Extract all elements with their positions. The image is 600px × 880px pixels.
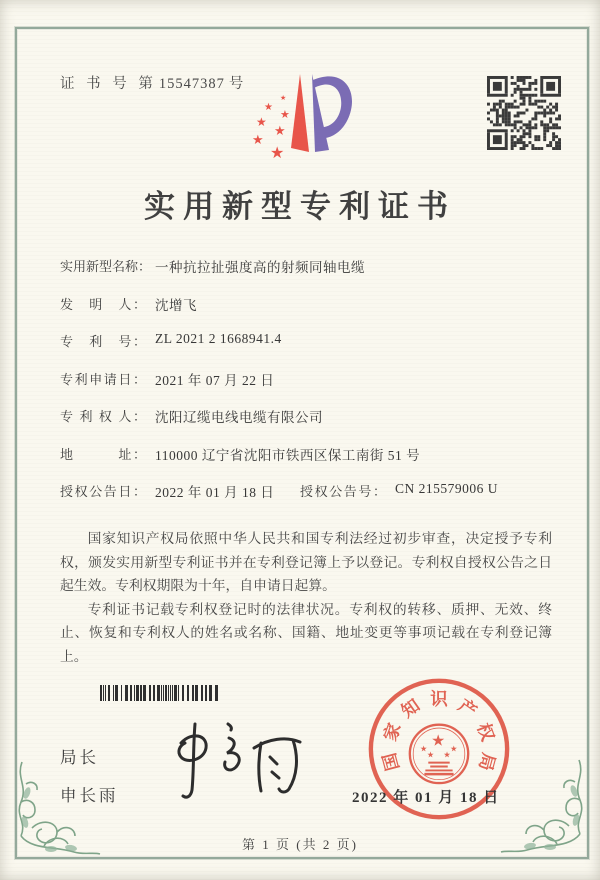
field-label: 专 利 权 人： [60,409,146,424]
certificate-title: 实用新型专利证书 [144,189,456,224]
legal-paragraph-2: 专利证书记载专利权登记时的法律状况。专利权的转移、质押、无效、终止、恢复和专利权人的姓名或名称、国籍、地址变更等事项记载在专利登记簿上。 [60,601,552,664]
cnipa-logo-icon [250,70,356,168]
field-value: 一种抗拉扯强度高的射频同轴电缆 [155,260,365,275]
field-value: 沈阳辽缆电线电缆有限公司 [155,410,323,425]
field-value: 2022 年 01 月 18 日 [155,485,275,500]
field-application-date [60,369,552,393]
certificate-number [60,72,243,93]
field-label: 授权公告号： [300,484,386,499]
legal-paragraph-1: 国家知识产权局依照中华人民共和国专利法经过初步审查，决定授予专利权，颁发实用新型专利证书并在专利登记簿上予以登记。专利权自授权公告之日起生效。专利权期限为十年，自申请日起算。 [60,531,552,593]
field-label: 实用新型名称： [60,259,152,274]
page-number: 第 1 页 (共 2 页) [242,837,358,852]
svg-text:★: ★ [274,124,286,139]
field-grant-number [300,481,498,500]
certificate-number-value: 15547387 [158,76,225,92]
field-grant-date [60,485,274,500]
svg-text:★: ★ [420,745,427,753]
legal-text [60,527,552,668]
field-value: ZL 2021 2 1668941.4 [155,331,282,346]
field-value: 2021 年 07 月 22 日 [155,372,275,388]
svg-text:局: 局 [475,750,500,773]
svg-text:★: ★ [280,94,287,102]
svg-text:国: 国 [378,750,403,773]
field-label: 授权公告日： [60,484,146,499]
svg-text:★: ★ [264,102,273,113]
field-inventor [60,294,552,318]
qr-code-icon [487,76,561,150]
svg-text:产: 产 [454,694,481,722]
svg-text:★: ★ [256,115,267,129]
signatory-title: 局长 [60,748,99,767]
svg-text:★: ★ [252,133,264,148]
field-value: CN 215579006 U [395,481,499,496]
svg-text:★: ★ [280,108,290,121]
svg-text:知: 知 [397,694,424,722]
field-patentee [60,406,552,430]
svg-text:★: ★ [450,745,457,753]
certificate-number-label: 证 书 号 第 [60,76,157,92]
field-label: 发 明 人： [60,296,146,312]
field-label: 专 利 号： [60,334,146,349]
svg-text:识: 识 [430,689,448,710]
svg-text:权: 权 [473,720,499,744]
field-label: 专利申请日： [60,371,146,387]
barcode-icon [100,685,218,701]
svg-text:★: ★ [432,733,445,749]
field-patent-number [60,331,552,355]
signatory-name: 申长雨 [60,786,119,805]
svg-text:★: ★ [270,143,285,162]
field-grant-row [60,481,552,505]
seal-date: 2022 年 01 月 18 日 [352,790,500,806]
svg-text:★: ★ [427,751,434,759]
svg-text:★: ★ [443,751,450,759]
national-emblem-icon [410,725,468,783]
field-value: 110000 辽宁省沈阳市铁西区保工南街 51 号 [155,447,421,463]
field-address [60,444,552,468]
certificate-fields [60,256,552,519]
certificate-number-suffix: 号 [228,76,244,92]
field-label: 地 址： [60,446,146,462]
field-utility-model-name [60,256,552,280]
signature-shen-changyu [162,712,320,806]
svg-text:家: 家 [379,720,405,744]
field-value: 沈增飞 [155,297,197,313]
